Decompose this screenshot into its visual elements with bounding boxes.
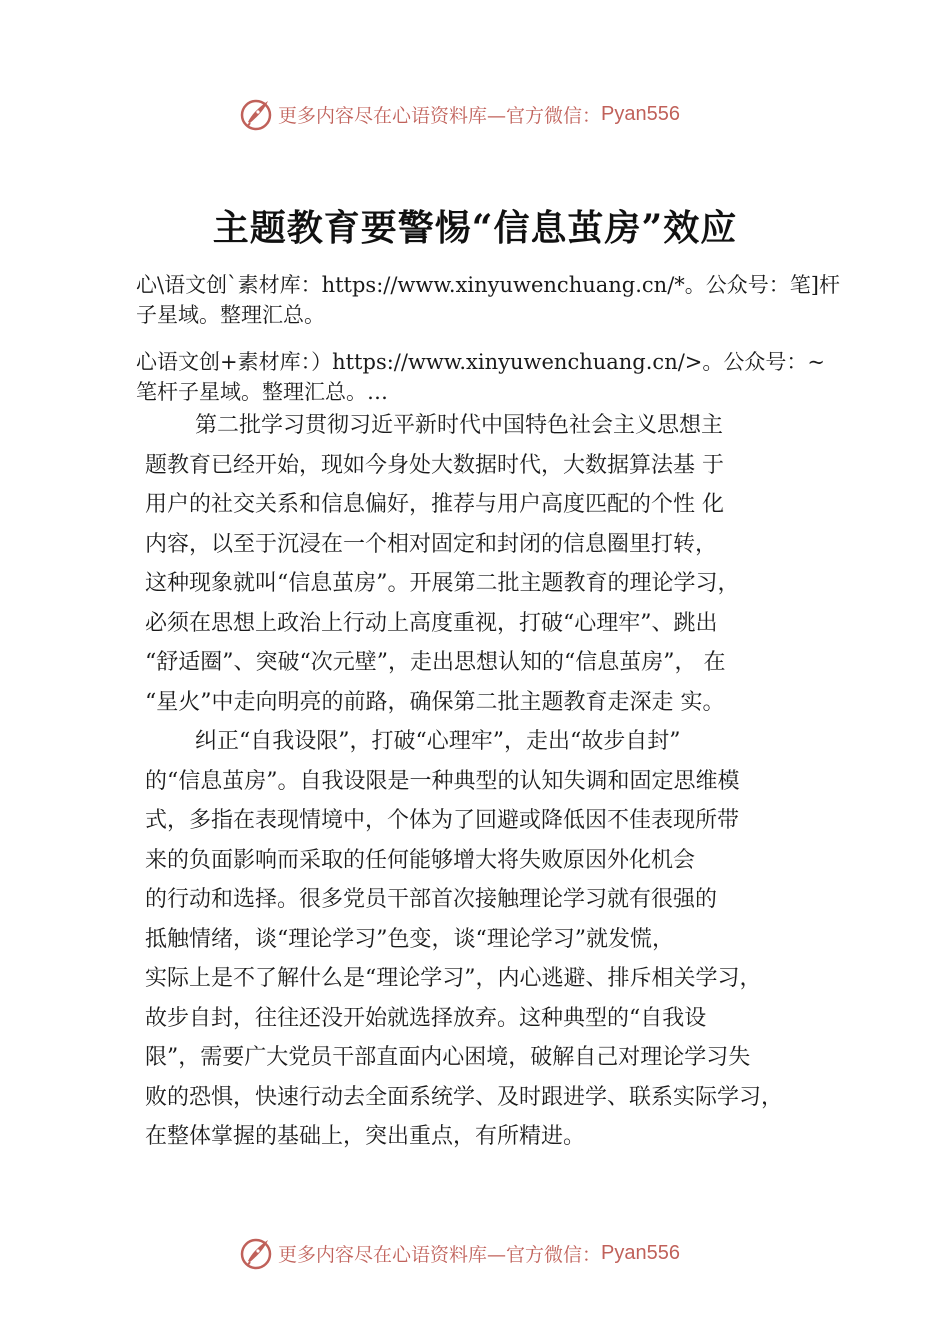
paragraph-1 bbox=[145, 406, 845, 722]
text-line: “舒适圈”、突破“次元壁”，走出思想认知的“信息茧房”， 在 bbox=[145, 650, 726, 675]
pen-nib-logo-icon bbox=[238, 96, 274, 132]
text-line: 内容，以至于沉浸在一个相对固定和封闭的信息圈里打转， bbox=[145, 531, 718, 557]
text-line: 限”，需要广大党员干部直面内心困境，破解自己对理论学习失 bbox=[145, 1045, 751, 1070]
pen-nib-logo-icon bbox=[238, 1235, 274, 1271]
banner-wechat-id: Pyan556 bbox=[601, 102, 680, 125]
text-line: 式，多指在表现情境中，个体为了回避或降低因不佳表现所带 bbox=[145, 808, 740, 833]
text-line: 这种现象就叫“信息茧房”。开展第二批主题教育的理论学习， bbox=[145, 571, 740, 596]
paragraph-2 bbox=[145, 722, 845, 1157]
text-line: 来的负面影响而采取的任何能够增大将失败原因外化机会 bbox=[145, 847, 696, 873]
footer-banner bbox=[238, 1233, 680, 1273]
text-line: 败的恐惧，快速行动去全面系统学、及时跟进学、联系实际学习， bbox=[145, 1084, 784, 1110]
source-line: 心语文创+素材库：）https://www.xinyuwenchuang.cn/>。公众号：~笔杆子星域。整理汇总。… bbox=[136, 350, 825, 404]
text-line: 纠正“自我设限”，打破“心理牢”，走出“故步自封” bbox=[195, 729, 681, 754]
text-line: 故步自封，往往还没开始就选择放弃。这种典型的“自我设 bbox=[145, 1005, 707, 1031]
text-line: 在整体掌握的基础上，突出重点，有所精进。 bbox=[145, 1124, 586, 1149]
text-line: 第二批学习贯彻习近平新时代中国特色社会主义思想主 bbox=[195, 413, 724, 438]
text-line: 实际上是不了解什么是“理论学习”，内心逃避、排斥相关学习， bbox=[145, 966, 762, 991]
banner-brand-text: 更多内容尽在心语资料库 bbox=[278, 1243, 488, 1266]
banner-brand-text: 更多内容尽在心语资料库 bbox=[278, 104, 488, 127]
source-line: 心\语文创`素材库：https://www.xinyuwenchuang.cn/*。公众号：笔]杆子星域。整理汇总。 bbox=[136, 273, 840, 327]
header-banner bbox=[238, 94, 680, 134]
document-title: 主题教育要警惕“信息茧房”效应 bbox=[212, 207, 738, 249]
banner-wechat-label: —官方微信： bbox=[487, 104, 602, 127]
text-line: 的“信息茧房”。自我设限是一种典型的认知失调和固定思维模 bbox=[145, 768, 740, 794]
text-line: 题教育已经开始，现如今身处大数据时代，大数据算法基 于 bbox=[145, 452, 724, 478]
text-line: 必须在思想上政治上行动上高度重视，打破“心理牢”、跳出 bbox=[145, 610, 718, 636]
text-line: 的行动和选择。很多党员干部首次接触理论学习就有很强的 bbox=[145, 887, 718, 912]
text-line: 用户的社交关系和信息偏好，推荐与用户高度匹配的个性 化 bbox=[145, 492, 724, 517]
text-line: “星火”中走向明亮的前路，确保第二批主题教育走深走 实。 bbox=[145, 689, 725, 715]
text-line: 抵触情绪，谈“理论学习”色变，谈“理论学习”就发慌， bbox=[145, 926, 674, 952]
banner-wechat-id: Pyan556 bbox=[601, 1241, 680, 1264]
banner-wechat-label: —官方微信： bbox=[487, 1243, 602, 1266]
